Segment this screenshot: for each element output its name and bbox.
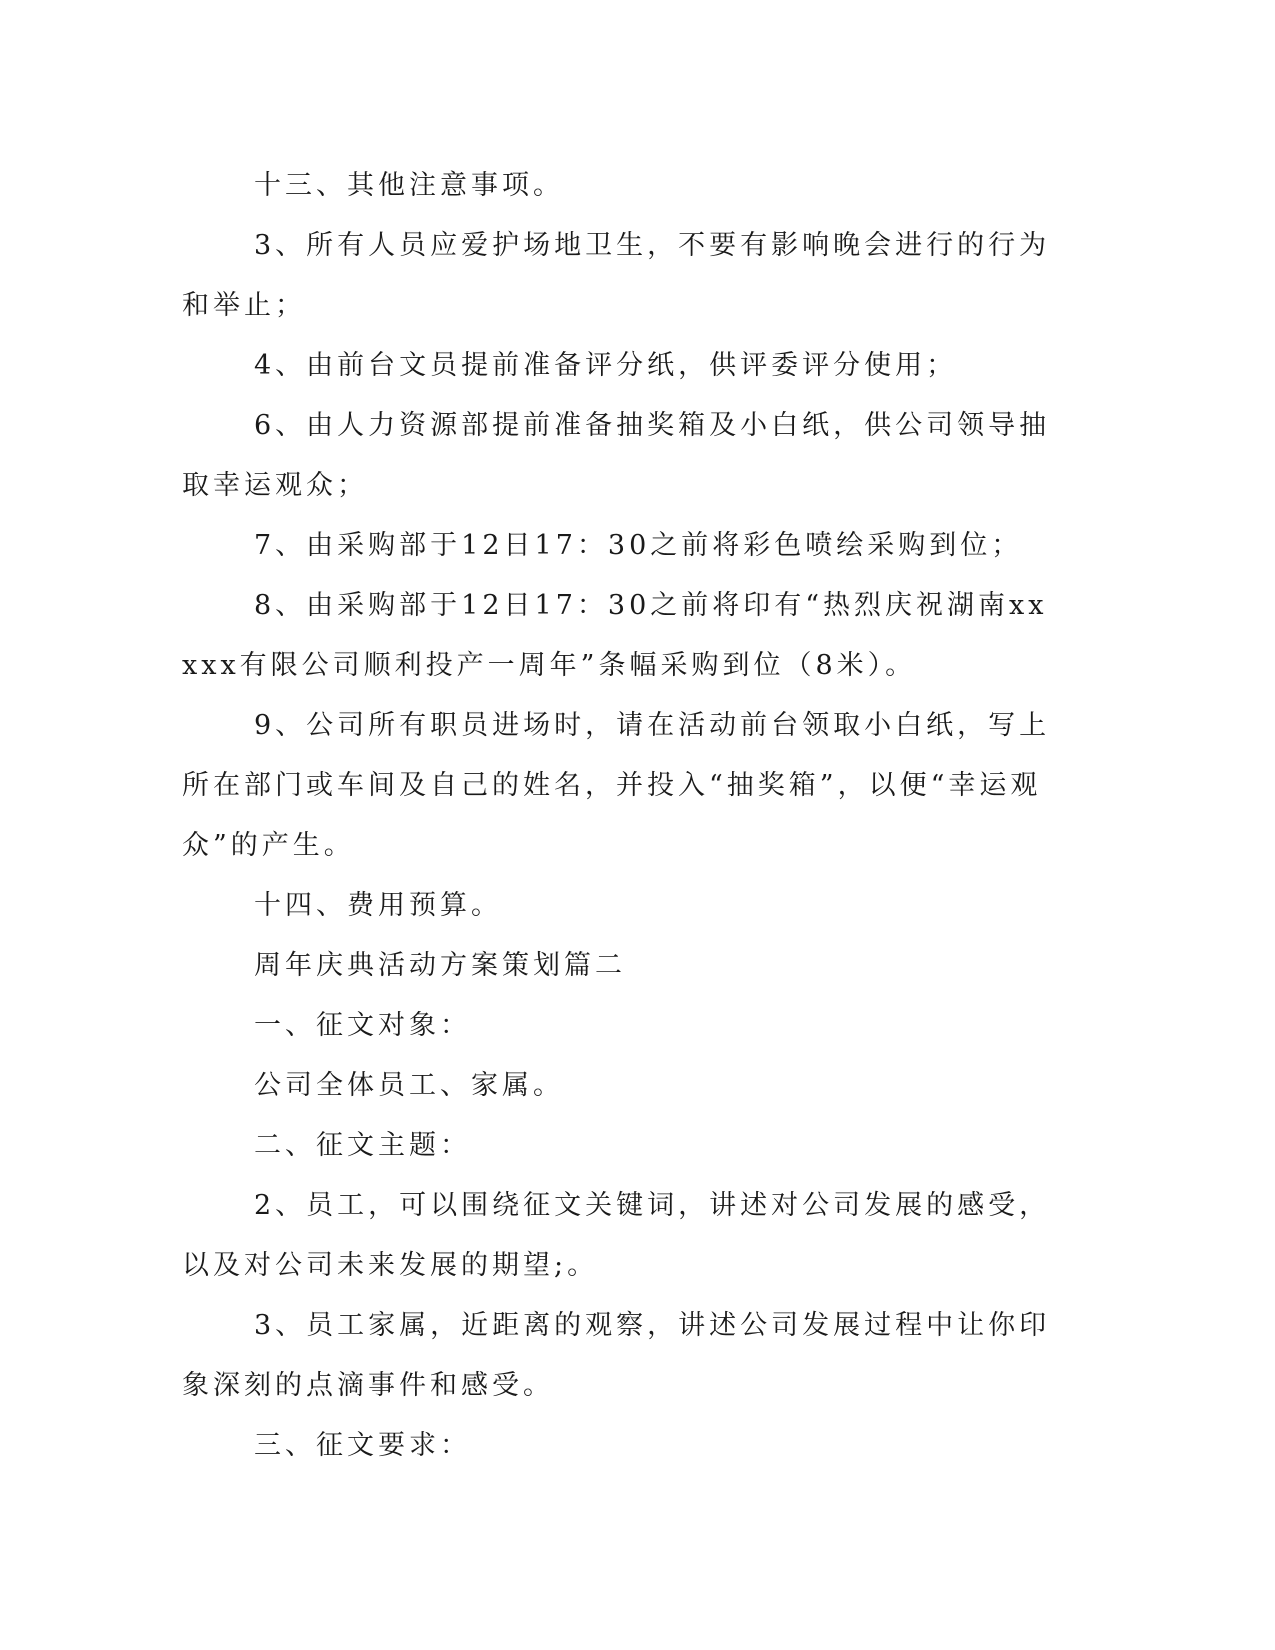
paragraph-theme-2: 2、员工，可以围绕征文关键词，讲述对公司发展的感受，以及对公司未来发展的期望;。 bbox=[182, 1190, 1051, 1281]
paragraph-item-7: 7、由采购部于12日17：30之前将彩色喷绘采购到位； bbox=[254, 530, 1023, 561]
section-heading-14: 十四、费用预算。 bbox=[254, 890, 502, 921]
chapter-title: 周年庆典活动方案策划篇二 bbox=[254, 950, 626, 981]
paragraph-target: 公司全体员工、家属。 bbox=[254, 1070, 564, 1101]
section-heading-13: 十三、其他注意事项。 bbox=[254, 170, 564, 201]
paragraph-item-9: 9、公司所有职员进场时，请在活动前台领取小白纸，写上所在部门或车间及自己的姓名，并投入“抽奖箱”，以便“幸运观众”的产生。 bbox=[182, 710, 1051, 861]
section-heading-3: 三、征文要求： bbox=[254, 1430, 471, 1461]
paragraph-item-6: 6、由人力资源部提前准备抽奖箱及小白纸，供公司领导抽取幸运观众； bbox=[182, 410, 1051, 501]
paragraph-item-8: 8、由采购部于12日17：30之前将印有“热烈庆祝湖南xxxxx有限公司顺利投产一周年”条幅采购到位（8米）。 bbox=[182, 590, 1048, 681]
section-heading-2: 二、征文主题： bbox=[254, 1130, 471, 1161]
document-body bbox=[182, 156, 1062, 1476]
paragraph-item-4: 4、由前台文员提前准备评分纸，供评委评分使用； bbox=[254, 350, 958, 381]
section-heading-1: 一、征文对象： bbox=[254, 1010, 471, 1041]
paragraph-theme-3: 3、员工家属，近距离的观察，讲述公司发展过程中让你印象深刻的点滴事件和感受。 bbox=[182, 1310, 1051, 1401]
paragraph-item-3: 3、所有人员应爱护场地卫生，不要有影响晚会进行的行为和举止； bbox=[182, 230, 1051, 321]
